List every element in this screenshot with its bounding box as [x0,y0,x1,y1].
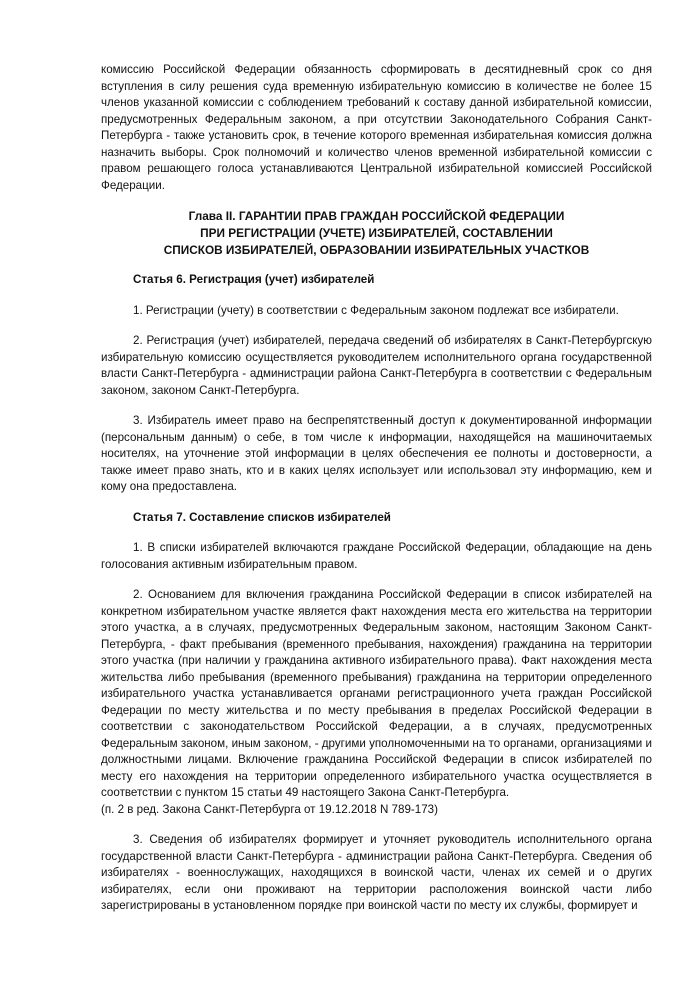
article-6-paragraph-3: 3. Избиратель имеет право на беспрепятственный доступ к документированной информации (персональным данным) о себе, в том числе к информации, находящейся на машиночитаемых носителях, на уточнение этой информации в целях обеспечения ее полноты и достоверности, а также имеет право знать, кто и в каких целях использует или использовал эту информацию, кем и кому она предоставлена. [101,414,652,494]
chapter-heading-line-2: ПРИ РЕГИСТРАЦИИ (УЧЕТЕ) ИЗБИРАТЕЛЕЙ, СОСТАВЛЕНИИ [200,225,553,240]
chapter-heading-line-1: Глава II. ГАРАНТИИ ПРАВ ГРАЖДАН РОССИЙСКОЙ ФЕДЕРАЦИИ [188,209,565,223]
article-7-paragraph-2: 2. Основанием для включения гражданина Российской Федерации в список избирателей на конкретном избирательном участке является факт нахождения места его жительства на территории этого участка, а в случаях, предусмотренных Федеральным законом, настоящим Законом Санкт-Петербурга, - факт пребывания (временного пребывания, нахождения) гражданина на территории этого участка (при наличии у гражданина активного избирательного права). Факт нахождения места жительства либо пребывания (временного пребывания) гражданина на территории определенного избирательного участка устанавливается органами регистрационного учета граждан Российской Федерации по месту жительства и по месту пребывания в пределах Российской Федерации в соответствии с законодательством Российской Федерации, а в случаях, предусмотренных Федеральным законом, иным законом, - другими уполномоченными на то органами, организациями и должностными лицами. Включение гражданина Российской Федерации в список избирателей по месту его нахождения на территории определенного избирательного участка осуществляется в соответствии с пунктом 15 статьи 49 настоящего Закона Санкт-Петербурга. [101,588,652,800]
article-7-title: Статья 7. Составление списков избирателей [133,510,391,524]
article-7-paragraph-3: 3. Сведения об избирателях формирует и уточняет руководитель исполнительного органа государственной власти Санкт-Петербурга - администрации района Санкт-Петербурга. Сведения об избирателях - военнослужащих, находящихся в воинской части, членах их семей и о других избирателях, если они проживают на территории расположения воинской части либо зарегистрированы в установленном порядке при воинской части по месту их службы, формирует и [101,833,652,913]
chapter-heading-line-3: СПИСКОВ ИЗБИРАТЕЛЕЙ, ОБРАЗОВАНИИ ИЗБИРАТЕЛЬНЫХ УЧАСТКОВ [163,242,590,257]
article-6-paragraph-2: 2. Регистрация (учет) избирателей, передача сведений об избирателях в Санкт-Петербургскую избирательную комиссию осуществляется руководителем исполнительного органа государственной власти Санкт-Петербурга - администрации района Санкт-Петербурга в соответствии с Федеральным законом, законом Санкт-Петербурга. [101,334,652,397]
chapter-heading [101,208,652,258]
article-6-paragraph-1: 1. Регистрации (учету) в соответствии с Федеральным законом подлежат все избиратели. [133,303,619,317]
article-7-paragraph-1: 1. В списки избирателей включаются граждане Российской Федерации, обладающие на день голосования активным избирательным правом. [101,541,652,571]
article-7-paragraph-2-note: (п. 2 в ред. Закона Санкт-Петербурга от 19.12.2018 N 789-173) [101,802,438,816]
article-6-title: Статья 6. Регистрация (учет) избирателей [133,273,375,287]
intro-paragraph: комиссию Российской Федерации обязанность сформировать в десятидневный срок со дня вступления в силу решения суда временную избирательную комиссию в количестве не более 15 членов указанной комиссии с соблюдением требований к составу данной избирательной комиссии, предусмотренных Федеральным законом, а при отсутствии Законодательного Собрания Санкт-Петербурга - также установить срок, в течение которого временная избирательная комиссия должна назначить выборы. Срок полномочий и количество членов временной избирательной комиссии с правом решающего голоса устанавливаются Центральной избирательной комиссией Российской Федерации. [101,63,652,192]
